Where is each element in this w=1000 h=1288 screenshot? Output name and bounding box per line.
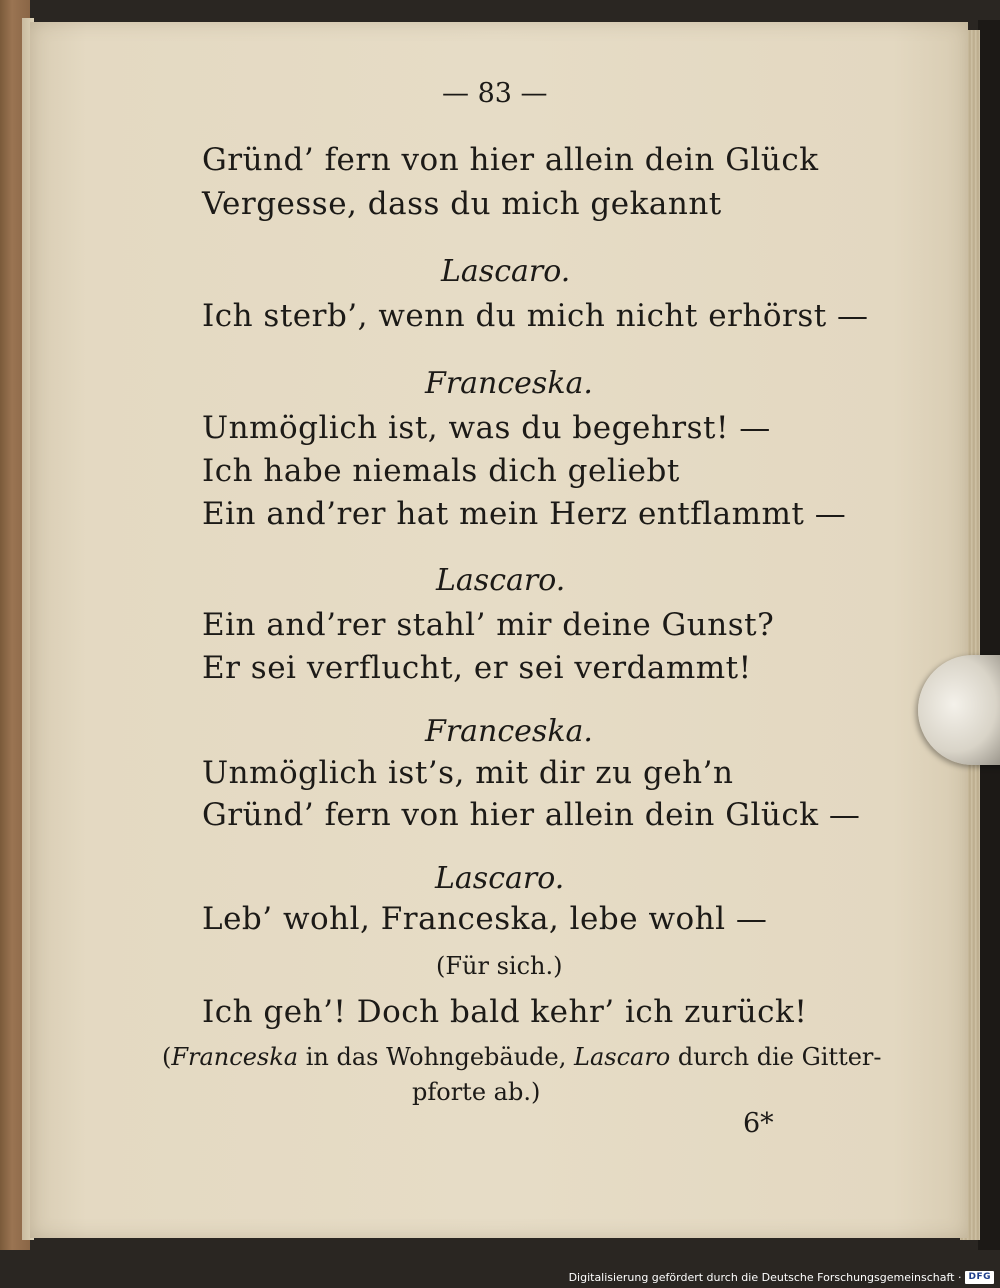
stage-direction-line2: pforte ab.) [412, 1078, 541, 1106]
digitization-credit [569, 1269, 994, 1285]
verse-line: Ein and’rer stahl’ mir deine Gunst? [202, 607, 775, 643]
speaker-name: Franceska. [425, 714, 593, 749]
dfg-logo: DFG [965, 1271, 994, 1284]
stage-direction-middle: in das Wohngebäude, [298, 1043, 575, 1071]
stage-direction-line1 [162, 1043, 882, 1071]
verse-line: Ich sterb’, wenn du mich nicht erhörst — [202, 298, 869, 334]
scan-footer [0, 1250, 1000, 1288]
verse-line: Ich habe niemals dich geliebt [202, 453, 680, 489]
stage-direction-name-franceska: Franceska [171, 1043, 299, 1071]
verse-line: Ein and’rer hat mein Herz entflammt — [202, 496, 847, 532]
credit-text: Digitalisierung gefördert durch die Deutsche Forschungsgemeinschaft · [568, 1270, 962, 1284]
verse-line: Ich geh’! Doch bald kehr’ ich zurück! [202, 994, 808, 1030]
speaker-name: Lascaro. [435, 861, 565, 896]
aside-direction: (Für sich.) [436, 952, 563, 980]
verse-line: Unmöglich ist’s, mit dir zu geh’n [202, 755, 734, 791]
stage-direction-open: ( [162, 1043, 172, 1071]
stage-direction-end: durch die Gitter- [670, 1043, 882, 1071]
verse-line: Gründ’ fern von hier allein dein Glück [202, 142, 819, 178]
verse-line: Gründ’ fern von hier allein dein Glück — [202, 797, 861, 833]
stage-direction-name-lascaro: Lascaro [574, 1043, 671, 1071]
scan-background-right [978, 20, 1000, 1250]
verse-line: Unmöglich ist, was du begehrst! — [202, 410, 771, 446]
verse-line: Leb’ wohl, Franceska, lebe wohl — [202, 901, 768, 937]
speaker-name: Lascaro. [441, 254, 571, 289]
verse-line: Vergesse, dass du mich gekannt [202, 186, 722, 222]
signature-mark: 6* [743, 1108, 774, 1139]
speaker-name: Lascaro. [436, 563, 566, 598]
speaker-name: Franceska. [425, 366, 593, 401]
verse-line: Er sei verflucht, er sei verdammt! [202, 650, 752, 686]
page-number: — 83 — [442, 78, 548, 109]
